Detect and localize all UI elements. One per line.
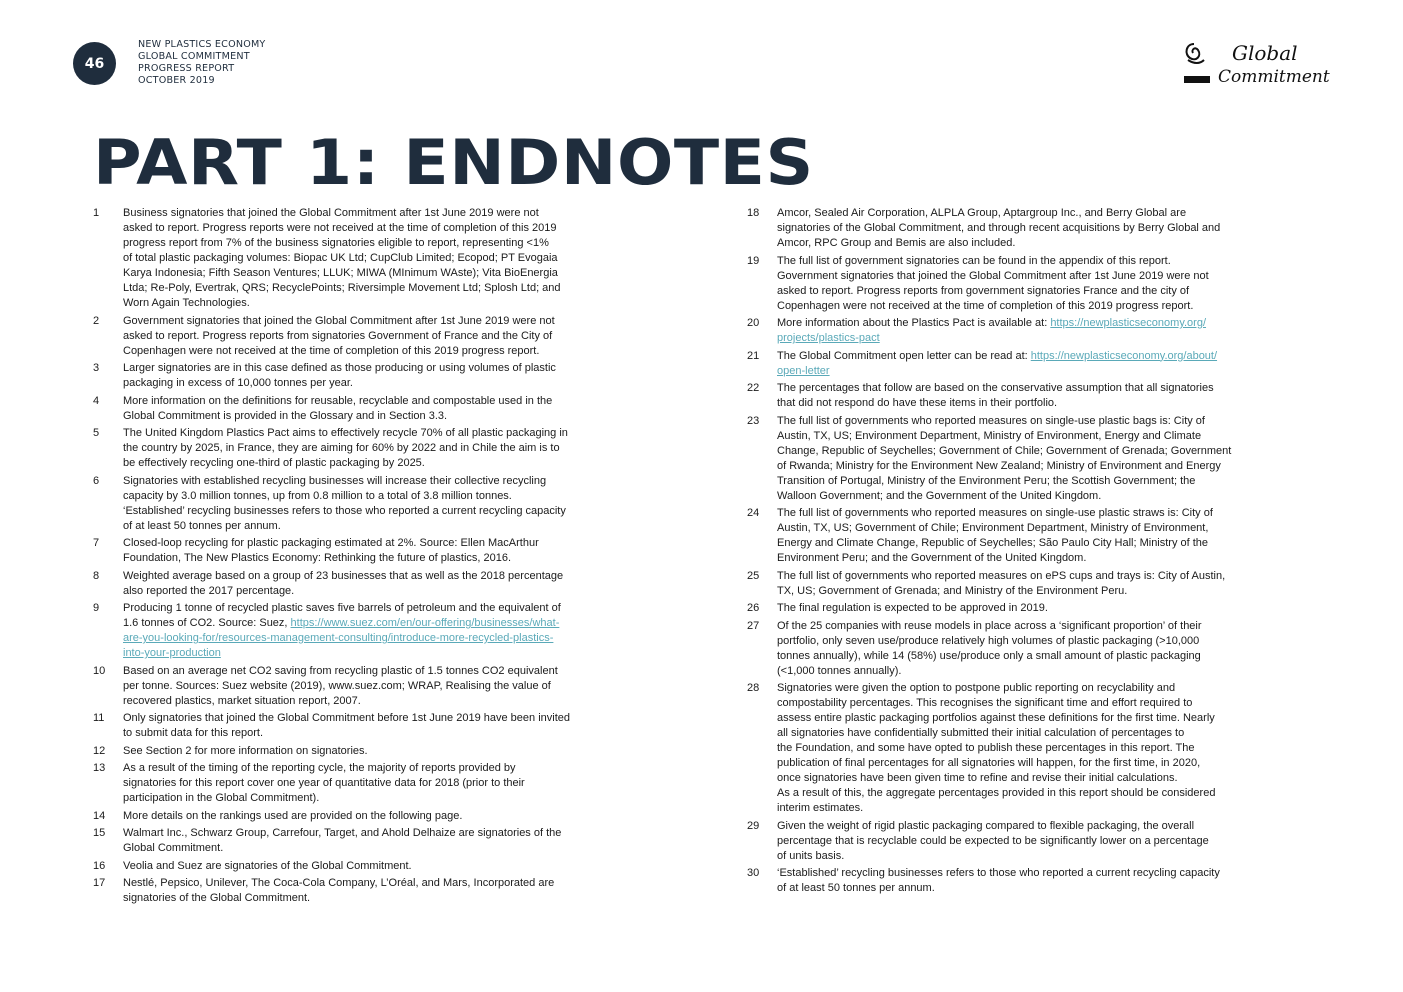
endnotes-right-column [747, 206, 1313, 899]
endnote-item [747, 381, 1313, 411]
endnote-item [747, 349, 1313, 379]
endnote-item [93, 601, 656, 661]
endnote-text [123, 826, 656, 856]
endnote-text [777, 569, 1313, 599]
endnote-text [123, 426, 656, 471]
endnote-link[interactable]: https://www.suez.com/en/our-offering/businesses/what- are-you-looking-for/resources-management-consulting/introduce-more-recycled-plastics- into-your-production [123, 617, 560, 659]
endnote-item [93, 569, 656, 599]
endnote-item [93, 809, 656, 824]
endnote-text [123, 711, 656, 741]
endnote-text [123, 569, 656, 599]
endnote-item [93, 536, 656, 566]
endnote-text [777, 866, 1313, 896]
endnote-number: 15 [93, 827, 106, 839]
endnote-number: 18 [747, 207, 760, 219]
endnote-text [123, 601, 656, 661]
endnote-body: Business signatories that joined the Global Commitment after 1st June 2019 were not asked to report. Progress reports were not received at the time of completion of this 2019 progress report from 7% of the business signatories eligible to report, representing <1% of total plastic packaging volumes: Biopac UK Ltd; CupClub Limited; Ecopod; PT Evogaia Karya Indonesia; Fifth Season Ventures; LLUK; MIWA (MInimum WAste); Vita BioEnergia Ltda; Re-Poly, Evertrak, QRS; RecyclePoints; Riversimple Movement Ltd; Splosh Ltd; and Worn Again Technologies. [123, 207, 561, 309]
endnote-item [747, 819, 1313, 864]
endnote-item [93, 761, 656, 806]
endnote-item [93, 876, 656, 906]
endnote-number: 11 [93, 712, 105, 724]
endnote-item [93, 474, 656, 534]
endnote-text [123, 859, 656, 874]
endnote-item [93, 361, 656, 391]
endnote-number: 20 [747, 317, 760, 329]
endnote-body: Signatories with established recycling businesses will increase their collective recycling capacity by 3.0 million tonnes, up from 0.8 million to a total of 3.8 million tonnes. ‘Established’ recycling businesses refers to those who reported a current recycling capacity of at least 50 tonnes per annum. [123, 474, 566, 532]
endnote-number: 9 [93, 602, 100, 614]
endnote-item [93, 394, 656, 424]
endnote-item [747, 506, 1313, 566]
endnote-number: 2 [93, 314, 100, 327]
endnote-number: 13 [93, 762, 106, 774]
report-header [138, 39, 265, 87]
endnote-item [93, 744, 656, 759]
endnote-item [747, 206, 1313, 251]
endnote-body: The final regulation is expected to be approved in 2019. [777, 602, 1048, 614]
endnote-text [777, 254, 1313, 314]
endnote-item [93, 314, 656, 359]
endnote-number: 14 [93, 809, 106, 822]
endnote-body: More information about the Plastics Pact is available at: [777, 317, 1051, 329]
endnote-number: 5 [93, 427, 100, 439]
endnote-text [123, 761, 656, 806]
endnote-text [123, 361, 656, 391]
endnote-text [777, 316, 1313, 346]
endnote-body: Only signatories that joined the Global Commitment before 1st June 2019 have been invited to submit data for this report. [123, 712, 570, 739]
endnote-number: 22 [747, 382, 760, 394]
logo-text-commitment: Commitment [1218, 67, 1330, 87]
endnote-body: The full list of government signatories can be found in the appendix of this report. Government signatories that joined the Global Commitment after 1st June 2019 were not asked to report. Progress reports from government signatories France and the city of Copenhagen were not received at the time of completion of this 2019 progress report. [777, 254, 1209, 312]
endnote-number: 29 [747, 819, 760, 832]
endnote-body: The full list of governments who reported measures on ePS cups and trays is: City of Austin, TX, US; Government of Grenada; and Ministry of the Environment Peru. [777, 569, 1226, 597]
endnote-number: 16 [93, 859, 106, 872]
endnote-body: Veolia and Suez are signatories of the Global Commitment. [123, 859, 412, 872]
endnote-link[interactable]: https://newplasticseconomy.org/about/ open-letter [777, 349, 1218, 377]
endnote-body: The United Kingdom Plastics Pact aims to effectively recycle 70% of all plastic packaging in the country by 2025, in France, they are aiming for 60% by 2022 and in Chile the aim is to be effectively recycling one-third of plastic packaging by 2025. [123, 427, 568, 469]
endnote-body: See Section 2 for more information on signatories. [123, 744, 368, 757]
endnote-link[interactable]: https://newplasticseconomy.org/ projects/plastics-pact [777, 317, 1207, 344]
endnote-item [93, 206, 656, 311]
page-title: PART 1: ENDNOTES [93, 126, 814, 199]
endnote-number: 17 [93, 877, 106, 889]
endnote-body: Based on an average net CO2 saving from recycling plastic of 1.5 tonnes CO2 equivalent per tonne. Sources: Suez website (2019), www.suez.com; WRAP, Realising the value of recovered plastics, market situation report, 2007. [123, 664, 558, 707]
endnote-item [747, 619, 1313, 679]
endnote-text [777, 206, 1313, 251]
endnote-body: The percentages that follow are based on the conservative assumption that all signatories that did not respond do have these items in their portfolio. [777, 382, 1214, 409]
endnote-body: The Global Commitment open letter can be read at: [777, 349, 1031, 362]
endnote-text [777, 381, 1313, 411]
endnote-item [93, 664, 656, 709]
endnote-item [93, 859, 656, 874]
endnote-body: Producing 1 tonne of recycled plastic saves five barrels of petroleum and the equivalent of 1.6 tonnes of CO2. Source: Suez, [123, 602, 561, 629]
endnote-text [123, 876, 656, 906]
global-commitment-logo [1180, 38, 1330, 88]
report-line: GLOBAL COMMITMENT [138, 51, 250, 62]
endnote-number: 3 [93, 362, 100, 374]
endnote-text [123, 314, 656, 359]
endnote-number: 7 [93, 537, 100, 549]
report-line: NEW PLASTICS ECONOMY [138, 39, 266, 50]
endnote-text [777, 619, 1313, 679]
endnote-number: 6 [93, 474, 100, 487]
endnote-body: The full list of governments who reported measures on single-use plastic bags is: City of Austin, TX, US; Environment Department, Ministry of Environment, Energy and Climate Change, Republic of Seychelles; Government of Chile; Government of Grenada; Government of Rwanda; Ministry for the Environment New Zealand; Ministry of Environment and Energy Transition of Portugal, Ministry of the Environment Peru; the Scottish Government; the Walloon Government; and the Government of the United Kingdom. [777, 414, 1232, 502]
endnote-number: 21 [747, 349, 760, 362]
endnote-text [123, 206, 656, 311]
endnote-text [123, 394, 656, 424]
endnote-number: 19 [747, 254, 760, 267]
endnotes-left-column [93, 206, 656, 909]
endnote-text [123, 474, 656, 534]
endnote-text [123, 664, 656, 709]
endnote-text [777, 506, 1313, 566]
endnote-text [123, 809, 656, 824]
endnote-item [747, 254, 1313, 314]
endnote-body: Weighted average based on a group of 23 businesses that as well as the 2018 percentage also reported the 2017 percentage. [123, 569, 564, 597]
endnote-text [777, 414, 1313, 504]
endnote-number: 12 [93, 744, 106, 757]
endnote-body: Walmart Inc., Schwarz Group, Carrefour, Target, and Ahold Delhaize are signatories of the Global Commitment. [123, 827, 562, 854]
endnote-body: More information on the definitions for reusable, recyclable and compostable used in the Global Commitment is provided in the Glossary and in Section 3.3. [123, 394, 553, 422]
endnote-item [93, 426, 656, 471]
endnote-item [747, 414, 1313, 504]
endnote-body: Of the 25 companies with reuse models in place across a ‘significant proportion’ of their portfolio, only seven use/produce relatively high volumes of plastic packaging (>10,000 tonnes annually), while 14 (58%) use/produce only a small amount of plastic packaging (<1,000 tonnes annually). [777, 619, 1202, 677]
endnote-body: Given the weight of rigid plastic packaging compared to flexible packaging, the overall percentage that is recyclable could be expected to be significantly lower on a percentage of units basis. [777, 819, 1209, 862]
endnote-number: 10 [93, 664, 106, 677]
endnote-item [747, 316, 1313, 346]
endnote-item [93, 826, 656, 856]
endnote-item [747, 569, 1313, 599]
report-line: OCTOBER 2019 [138, 75, 215, 86]
endnote-number: 24 [747, 507, 760, 519]
logo-text-global: Global [1232, 41, 1298, 65]
endnote-number: 25 [747, 569, 760, 582]
endnote-body: As a result of the timing of the reporting cycle, the majority of reports provided by signatories for this report cover one year of quantitative data for 2018 (prior to their participation in the Global Commitment). [123, 762, 525, 804]
endnote-text [777, 681, 1313, 816]
endnote-body: Nestlé, Pepsico, Unilever, The Coca-Cola Company, L’Oréal, and Mars, Incorporated are signatories of the Global Commitment. [123, 877, 555, 904]
endnote-body: Government signatories that joined the Global Commitment after 1st June 2019 were not asked to report. Progress reports from signatories Government of France and the City of Copenhagen were not received at the time of completion of this 2019 progress report. [123, 314, 555, 357]
endnote-body: Larger signatories are in this case defined as those producing or using volumes of plastic packaging in excess of 10,000 tonnes per year. [123, 362, 556, 389]
endnote-text [777, 819, 1313, 864]
endnote-item [93, 711, 656, 741]
endnote-body: More details on the rankings used are provided on the following page. [123, 809, 463, 822]
endnote-body: Signatories were given the option to postpone public reporting on recyclability and compostability percentages. This recognises the significant time and effort required to assess entire plastic packaging portfolios against these definitions for the first time. Nearly all signatories have confidentially submitted their initial calculation of percentages to the Foundation, and some have opted to publish these percentages in this report. The publication of final percentages for all signatories will happen, for the first time, in 2020, once signatories have been given time to refine and revise their initial calculations. As a result of this, the aggregate percentages provided in this report should be considered interim estimates. [777, 682, 1216, 814]
endnote-body: ‘Established’ recycling businesses refers to those who reported a current recycling capacity of at least 50 tonnes per annum. [777, 867, 1220, 894]
endnote-number: 26 [747, 602, 760, 614]
report-line: PROGRESS REPORT [138, 63, 235, 74]
endnote-body: Closed-loop recycling for plastic packaging estimated at 2%. Source: Ellen MacArthur Foundation, The New Plastics Economy: Rethinking the future of plastics, 2016. [123, 537, 539, 564]
endnote-number: 8 [93, 569, 100, 582]
endnote-item [747, 866, 1313, 896]
endnote-number: 27 [747, 619, 760, 632]
endnote-body: The full list of governments who reported measures on single-use plastic straws is: City of Austin, TX, US; Government of Chile; Environment Department, Ministry of Environment, Energy and Climate Change, Republic of Seychelles; São Paulo City Hall; Ministry of the Environment Peru; and the Government of the United Kingdom. [777, 507, 1213, 564]
endnote-number: 1 [93, 207, 100, 219]
endnote-text [777, 349, 1313, 379]
endnote-number: 4 [93, 394, 100, 407]
endnote-number: 23 [747, 414, 760, 427]
endnote-text [123, 744, 656, 759]
endnote-text [123, 536, 656, 566]
endnote-body: Amcor, Sealed Air Corporation, ALPLA Group, Aptargroup Inc., and Berry Global are signatories of the Global Commitment, and through recent acquisitions by Berry Global and Amcor, RPC Group and Bemis are also included. [777, 207, 1221, 249]
endnote-number: 28 [747, 682, 760, 694]
endnote-number: 30 [747, 867, 760, 879]
endnote-item [747, 601, 1313, 616]
endnote-item [747, 681, 1313, 816]
endnote-text [777, 601, 1313, 616]
page-number-badge: 46 [73, 42, 116, 85]
